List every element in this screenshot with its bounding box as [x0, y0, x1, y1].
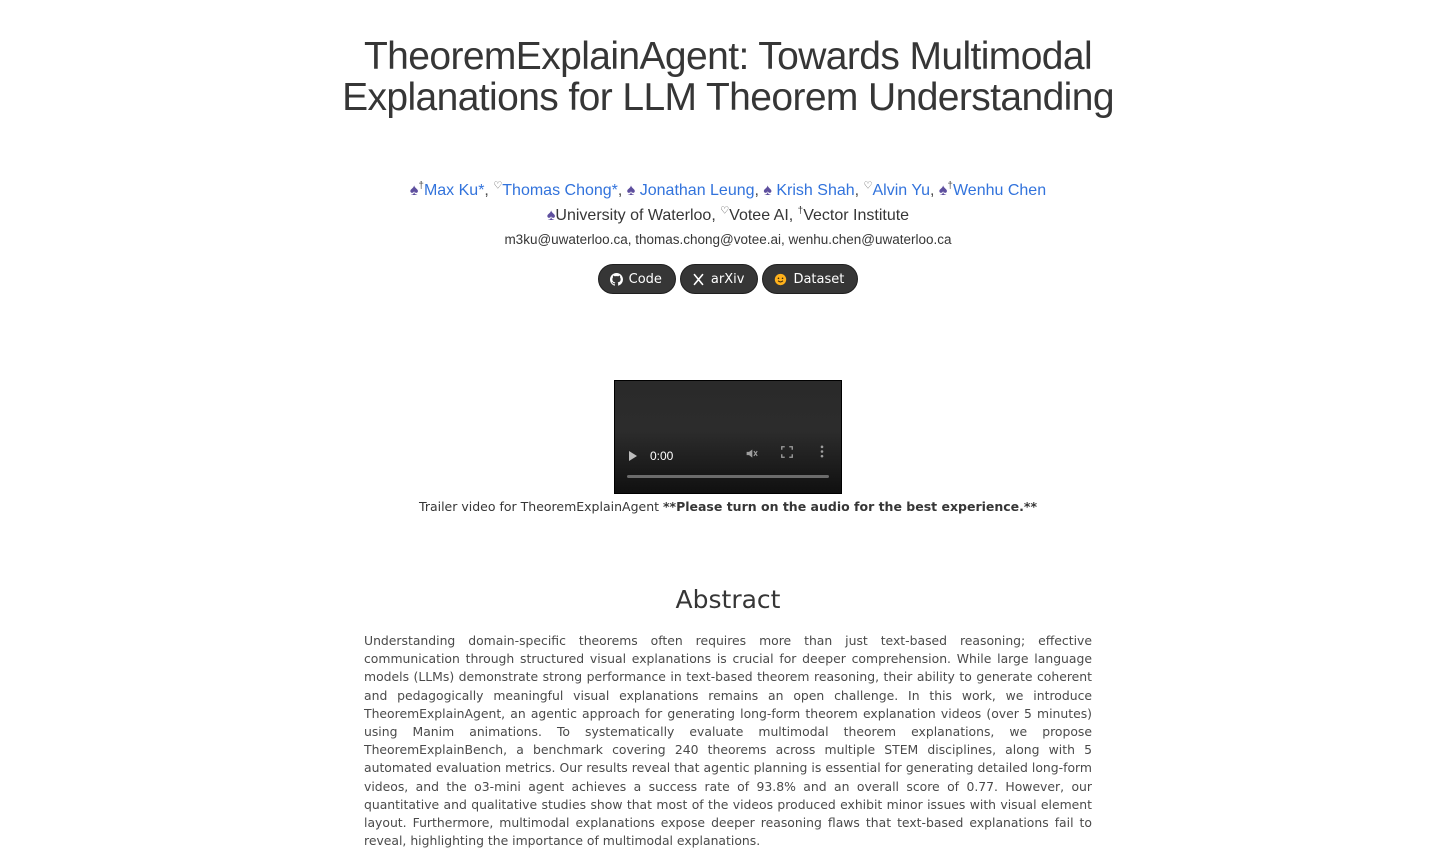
- heart-icon: ♡: [863, 180, 873, 192]
- author-list: ♠†Max Ku*, ♡Thomas Chong*, ♠ Jonathan Leung, ♠ Krish Shah, ♡Alvin Yu, ♠†Wenhu Chen: [409, 180, 1047, 199]
- affiliation-votee: Votee AI: [729, 207, 789, 224]
- spade-icon: ♠: [626, 182, 636, 199]
- author-link-thomas-chong[interactable]: Thomas Chong*: [502, 182, 618, 199]
- heart-icon: ♡: [720, 205, 730, 217]
- dataset-button-label: Dataset: [793, 271, 845, 287]
- more-options-icon[interactable]: [820, 445, 824, 462]
- code-button-label: Code: [628, 271, 662, 287]
- video-controls: [615, 441, 841, 471]
- mute-icon[interactable]: [745, 447, 758, 463]
- contact-emails: m3ku@uwaterloo.ca, thomas.chong@votee.ai, wenhu.chen@uwaterloo.ca: [504, 232, 952, 247]
- trailer-video-player[interactable]: [614, 380, 842, 494]
- author-link-alvin-yu[interactable]: Alvin Yu: [872, 182, 931, 199]
- arxiv-icon: [692, 273, 705, 286]
- dagger-mark: †: [797, 205, 804, 217]
- author-link-jonathan-leung[interactable]: Jonathan Leung: [639, 182, 755, 199]
- arxiv-button[interactable]: [680, 264, 759, 294]
- author-link-krish-shah[interactable]: Krish Shah: [776, 182, 855, 199]
- video-time: 0:00: [650, 449, 674, 463]
- caption-audio-note: **Please turn on the audio for the best experience.**: [663, 499, 1037, 514]
- dagger-mark: †: [418, 180, 424, 192]
- affiliation-waterloo: University of Waterloo: [555, 207, 712, 224]
- caption-text: Trailer video for TheoremExplainAgent: [419, 499, 663, 514]
- spade-icon: ♠: [763, 182, 772, 199]
- affiliation-vector: Vector Institute: [803, 207, 910, 224]
- dataset-button[interactable]: [762, 264, 858, 294]
- video-progress-bar[interactable]: [627, 475, 829, 478]
- github-icon: [610, 273, 623, 286]
- hugging-face-icon: [774, 273, 787, 286]
- play-icon[interactable]: [629, 451, 637, 461]
- dagger-mark: †: [947, 180, 953, 192]
- code-button[interactable]: [598, 264, 676, 294]
- abstract-paragraph: Understanding domain-specific theorems often requires more than just text-based reasoning; effective communication through structured visual explanations is crucial for deeper comprehension. While large language models (LLMs) demonstrate strong performance in text-based theorem reasoning, their ability to generate coherent and pedagogically meaningful visual explanations remains an open challenge. In this work, we introduce TheoremExplainAgent, an agentic approach for generating long-form theorem explanation videos (over 5 minutes) using Manim animations. To systematically evaluate multimodal theorem explanations, we propose TheoremExplainBench, a benchmark covering 240 theorems across multiple STEM disciplines, along with 5 automated evaluation metrics. Our results reveal that agentic planning is essential for generating detailed long-form videos, and the o3-mini agent achieves a success rate of 93.8% and an overall score of 0.77. However, our quantitative and qualitative studies show that most of the videos produced exhibit minor issues with visual element layout. Furthermore, multimodal explanations expose deeper reasoning flaws that text-based explanations fail to reveal, highlighting the importance of multimodal explanations.: [364, 633, 1092, 849]
- author-link-max-ku[interactable]: Max Ku*: [423, 182, 485, 199]
- spade-icon: ♠: [546, 207, 556, 224]
- heart-icon: ♡: [493, 180, 503, 192]
- spade-icon: ♠: [938, 182, 948, 199]
- fullscreen-icon[interactable]: [781, 446, 793, 461]
- page-title: TheoremExplainAgent: Towards Multimodal Explanations for LLM Theorem Understanding: [342, 35, 1114, 119]
- link-buttons: [0, 264, 1456, 294]
- affiliations: ♠University of Waterloo, ♡Votee AI, †Vector Institute: [546, 205, 910, 224]
- arxiv-button-label: arXiv: [710, 271, 745, 287]
- author-link-wenhu-chen[interactable]: Wenhu Chen: [952, 182, 1047, 199]
- spade-icon: ♠: [409, 182, 419, 199]
- video-caption: [228, 498, 1228, 516]
- abstract-heading: Abstract: [675, 585, 781, 614]
